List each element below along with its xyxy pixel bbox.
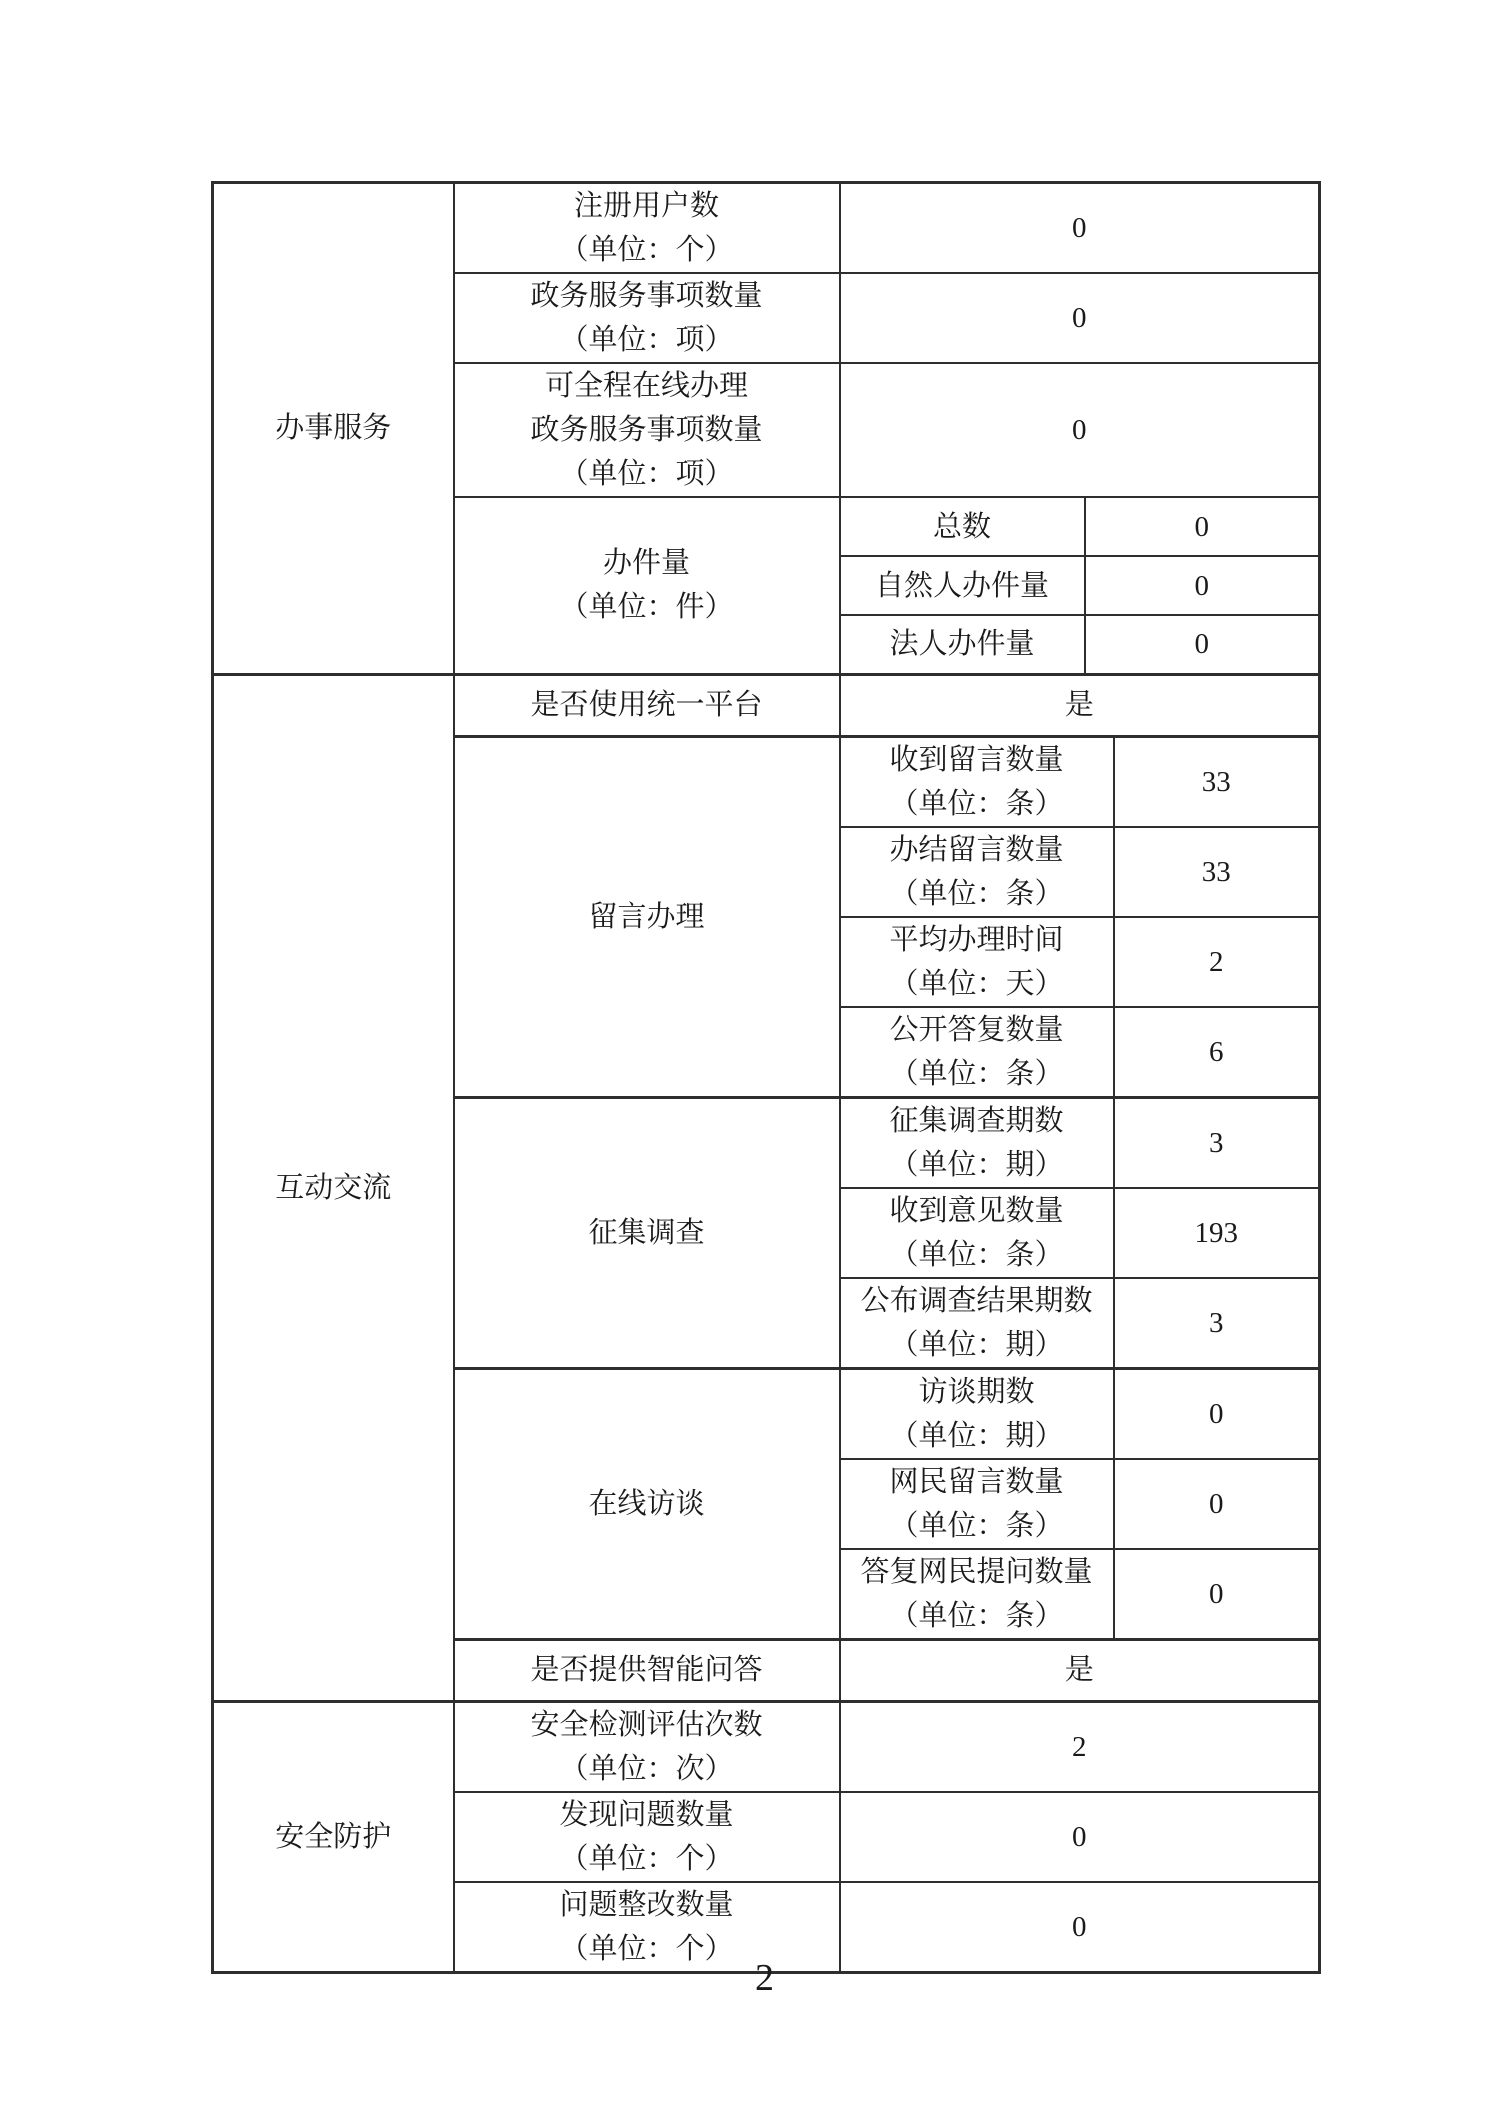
- metric-label: 政务服务事项数量: [530, 414, 763, 446]
- metric-label: 收到意见数量: [889, 1194, 1064, 1227]
- metric-value-cell: 2: [1114, 917, 1320, 1007]
- metric-value-cell: 是: [840, 1639, 1320, 1701]
- metric-unit: （单位：条）: [889, 1057, 1064, 1090]
- metric-value-cell: 是: [840, 674, 1320, 736]
- metric-value-cell: 193: [1114, 1188, 1320, 1278]
- sub-metric-value-cell: 0: [1085, 556, 1320, 615]
- group-label-cell: 在线访谈: [454, 1368, 840, 1639]
- sub-metric-value-cell: 0: [1085, 615, 1320, 674]
- metric-label-cell: 是否使用统一平台: [454, 674, 840, 736]
- metric-value-cell: 3: [1114, 1278, 1320, 1369]
- metric-unit: （单位：次）: [559, 1752, 734, 1785]
- metric-label-cell: [840, 1097, 1114, 1188]
- metric-label-cell: [840, 1459, 1114, 1549]
- metric-unit: （单位：条）: [889, 787, 1064, 820]
- metric-label-cell: [840, 827, 1114, 917]
- metric-label: 发现问题数量: [559, 1798, 734, 1831]
- metric-label-cell: [840, 736, 1114, 827]
- metric-label: 公开答复数量: [889, 1013, 1064, 1046]
- metric-label-cell: 是否提供智能问答: [454, 1639, 840, 1701]
- metric-label-cell: [454, 273, 840, 363]
- group-label: 办件量: [602, 547, 690, 580]
- group-unit: （单位：件）: [559, 591, 734, 624]
- sub-metric-label-cell: 法人办件量: [840, 615, 1085, 674]
- metric-unit: （单位：期）: [889, 1328, 1064, 1361]
- metric-unit: （单位：个）: [559, 1842, 734, 1875]
- group-label-cell: 征集调查: [454, 1097, 840, 1368]
- metric-label-cell: [454, 183, 840, 274]
- metric-unit: （单位：条）: [889, 877, 1064, 910]
- sub-metric-label-cell: 自然人办件量: [840, 556, 1085, 615]
- metric-value-cell: 2: [840, 1701, 1320, 1792]
- metric-label: 公布调查结果期数: [860, 1284, 1093, 1317]
- metric-value-cell: 0: [1114, 1549, 1320, 1640]
- metric-unit: （单位：个）: [559, 1932, 734, 1965]
- metric-label: 收到留言数量: [889, 743, 1064, 776]
- group-label-cell: 留言办理: [454, 736, 840, 1097]
- metric-unit: （单位：条）: [889, 1599, 1064, 1632]
- metric-label: 政务服务事项数量: [530, 280, 763, 312]
- metric-value-cell: 0: [840, 273, 1320, 363]
- metric-label: 办结留言数量: [889, 833, 1064, 866]
- metric-unit: （单位：条）: [889, 1509, 1064, 1542]
- metric-label-cell: [840, 1368, 1114, 1459]
- metric-value-cell: 33: [1114, 736, 1320, 827]
- metric-unit: （单位：期）: [889, 1419, 1064, 1452]
- metric-value-cell: 0: [840, 183, 1320, 274]
- metric-unit: （单位：个）: [559, 234, 734, 266]
- metric-label-cell: [840, 917, 1114, 1007]
- metric-unit: （单位：天）: [889, 967, 1064, 1000]
- metric-label-cell: [454, 1792, 840, 1882]
- metric-unit: （单位：项）: [559, 458, 734, 490]
- metric-label-cell: [840, 1549, 1114, 1640]
- metric-label-cell: [840, 1007, 1114, 1098]
- metric-unit: （单位：条）: [889, 1238, 1064, 1271]
- metric-value-cell: 0: [840, 1792, 1320, 1882]
- metric-value-cell: 0: [840, 363, 1320, 497]
- sub-metric-label-cell: 总数: [840, 497, 1085, 556]
- metric-label-cell: [840, 1278, 1114, 1369]
- metric-label: 征集调查期数: [889, 1104, 1064, 1137]
- metric-value-cell: 0: [1114, 1459, 1320, 1549]
- metric-label: 网民留言数量: [889, 1465, 1064, 1498]
- page-number: 2: [755, 1957, 774, 1999]
- metric-label: 注册用户数: [573, 190, 719, 222]
- metric-value-cell: 6: [1114, 1007, 1320, 1098]
- metric-label: 访谈期数: [918, 1375, 1035, 1408]
- category-cell: 互动交流: [213, 674, 454, 1701]
- metric-label: 安全检测评估次数: [530, 1708, 763, 1741]
- statistics-table: [211, 181, 1321, 1974]
- metric-value-cell: 0: [840, 1882, 1320, 1973]
- sub-metric-value-cell: 0: [1085, 497, 1320, 556]
- category-cell: 安全防护: [213, 1701, 454, 1972]
- metric-value-cell: 3: [1114, 1097, 1320, 1188]
- metric-unit: （单位：期）: [889, 1148, 1064, 1181]
- metric-value-cell: 0: [1114, 1368, 1320, 1459]
- metric-unit: （单位：项）: [559, 324, 734, 356]
- group-label-cell: [454, 497, 840, 674]
- metric-label-cell: [840, 1188, 1114, 1278]
- metric-value-cell: 33: [1114, 827, 1320, 917]
- metric-label: 可全程在线办理: [544, 370, 748, 402]
- category-cell: 办事服务: [213, 183, 454, 675]
- metric-label-cell: [454, 1701, 840, 1792]
- metric-label: 答复网民提问数量: [860, 1555, 1093, 1588]
- metric-label: 平均办理时间: [889, 923, 1064, 956]
- metric-label-cell: [454, 363, 840, 497]
- metric-label: 问题整改数量: [559, 1888, 734, 1921]
